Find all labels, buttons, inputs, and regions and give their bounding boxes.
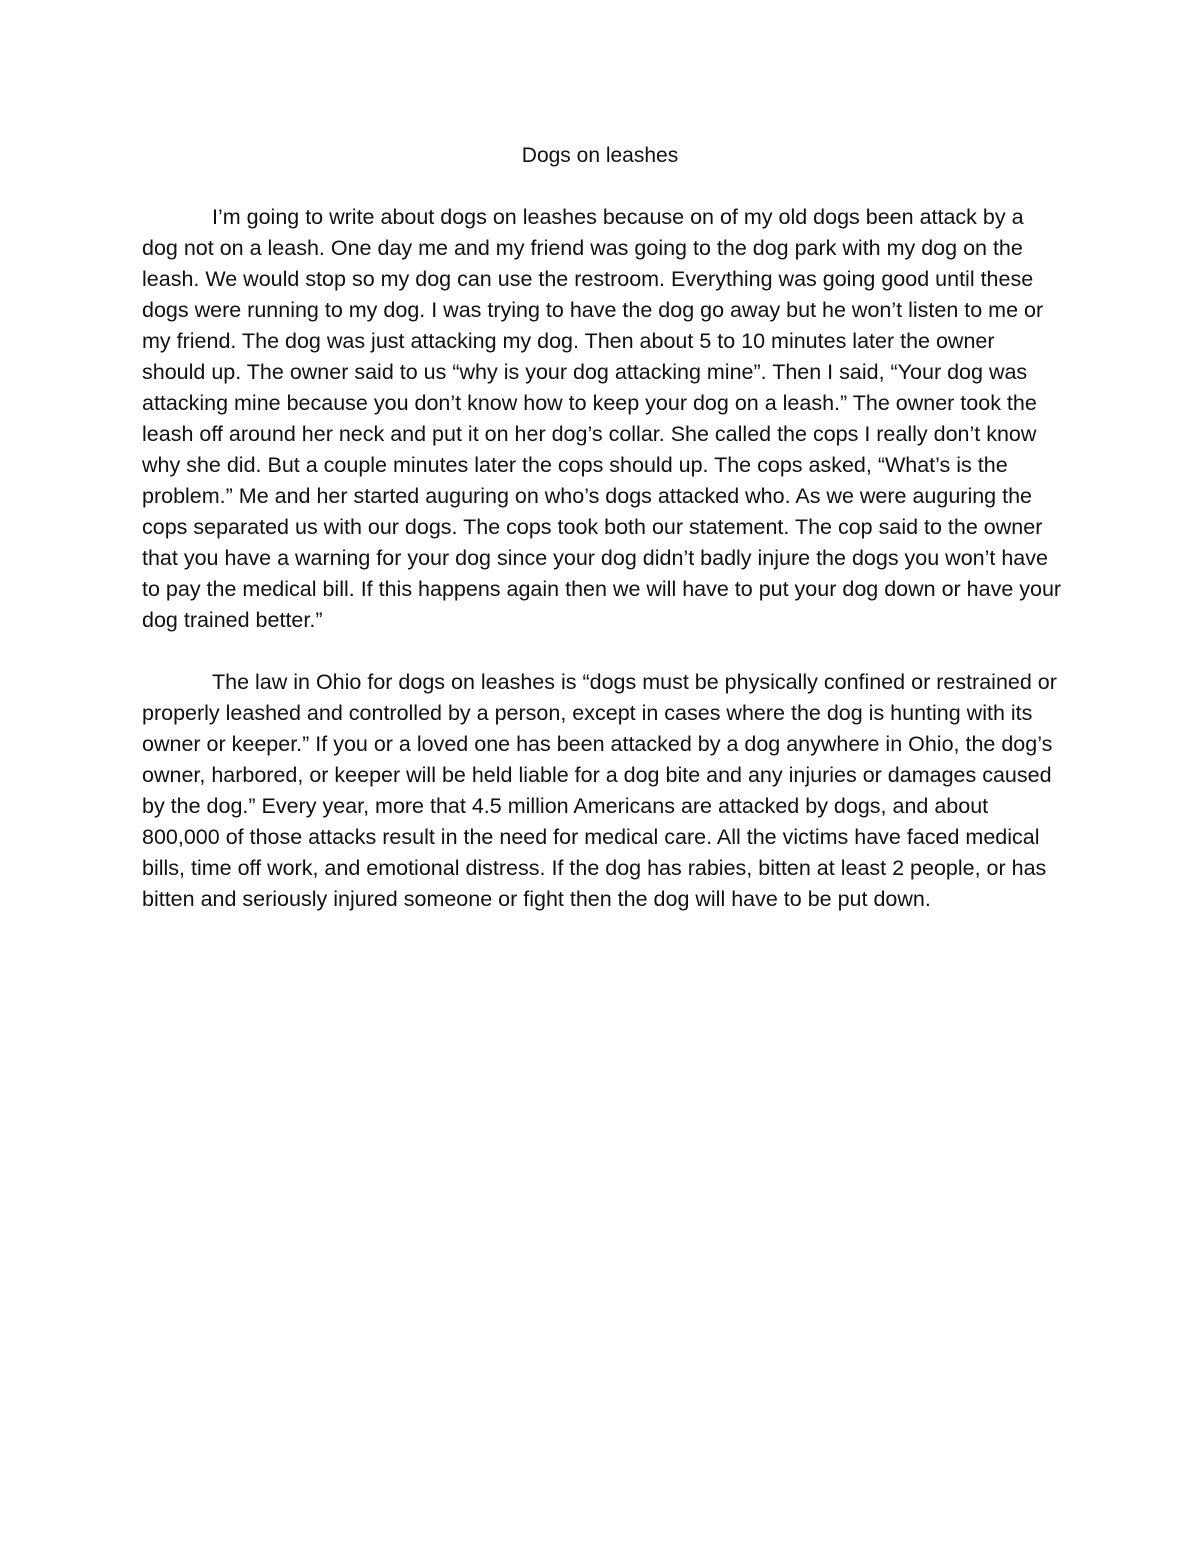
paragraph-2: The law in Ohio for dogs on leashes is “dogs must be physically confined or restrained or properly leashed and controlled by a person, except in cases where the dog is hunting with its owner or keeper.” If you or a loved one has been attacked by a dog anywhere in Ohio, the dog’s owner, harbored, or keeper will be held liable for a dog bite and any injuries or damages caused by the dog.” Every year, more that 4.5 million Americans are attacked by dogs, and about 800,000 of those attacks result in the need for medical care. All the victims have faced medical bills, time off work, and emotional distress. If the dog has rabies, bitten at least 2 people, or has bitten and seriously injured someone or fight then the dog will have to be put down. [142,670,1057,911]
paragraph-1: I’m going to write about dogs on leashes because on of my old dogs been attack by a dog not on a leash. One day me and my friend was going to the dog park with my dog on the leash. We would stop so my dog can use the restroom. Everything was going good until these dogs were running to my dog. I was trying to have the dog go away but he won’t listen to me or my friend. The dog was just attacking my dog. Then about 5 to 10 minutes later the owner should up. The owner said to us “why is your dog attacking mine”. Then I said, “Your dog was attacking mine because you don’t know how to keep your dog on a leash.” The owner took the leash off around her neck and put it on her dog’s collar. She called the cops I really don’t know why she did. But a couple minutes later the cops should up. The cops asked, “What’s is the problem.” Me and her started auguring on who’s dogs attacked who. As we were auguring the cops separated us with our dogs. The cops took both our statement. The cop said to the owner that you have a warning for your dog since your dog didn’t badly injure the dogs you won’t have to pay the medical bill. If this happens again then we will have to put your dog down or have your dog trained better.” [142,205,1062,632]
document-body [142,202,1062,915]
document-title: Dogs on leashes [521,144,679,167]
